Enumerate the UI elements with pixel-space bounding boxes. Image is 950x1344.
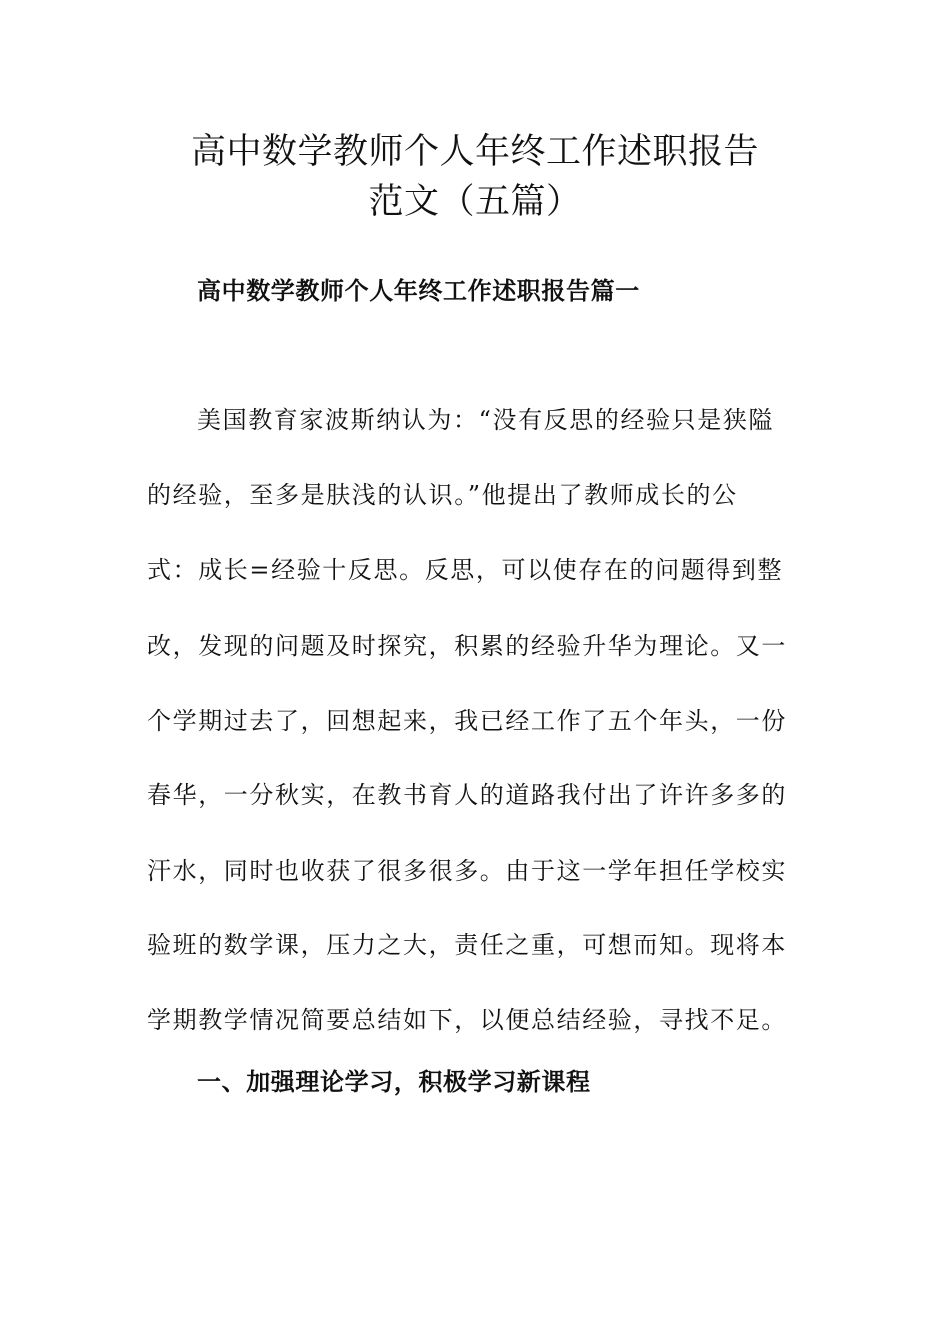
paragraph-line: 改，发现的问题及时探究，积累的经验升华为理论。又一 <box>147 632 787 660</box>
paragraph-line: 春华，一分秋实，在教书育人的道路我付出了许许多多的 <box>147 781 787 809</box>
document-title-line-2: 范文（五篇） <box>368 182 582 222</box>
paragraph-line: 验班的数学课，压力之大，责任之重，可想而知。现将本 <box>147 931 787 959</box>
section-heading: 一、加强理论学习，积极学习新课程 <box>197 1067 591 1096</box>
paragraph-line: 的经验，至多是肤浅的认识。”他提出了教师成长的公 <box>147 481 738 509</box>
paragraph-line: 个学期过去了，回想起来，我已经工作了五个年头，一份 <box>147 707 787 735</box>
paragraph-line: 学期教学情况简要总结如下，以便总结经验，寻找不足。 <box>147 1006 787 1034</box>
article-subtitle: 高中数学教师个人年终工作述职报告篇一 <box>197 276 640 305</box>
document-title-line-1: 高中数学教师个人年终工作述职报告 <box>190 132 759 172</box>
paragraph-line: 式：成长=经验十反思。反思，可以使存在的问题得到整 <box>147 556 784 584</box>
paragraph-line: 美国教育家波斯纳认为：“没有反思的经验只是狭隘 <box>197 406 775 434</box>
paragraph-line: 汗水，同时也收获了很多很多。由于这一学年担任学校实 <box>147 857 787 885</box>
